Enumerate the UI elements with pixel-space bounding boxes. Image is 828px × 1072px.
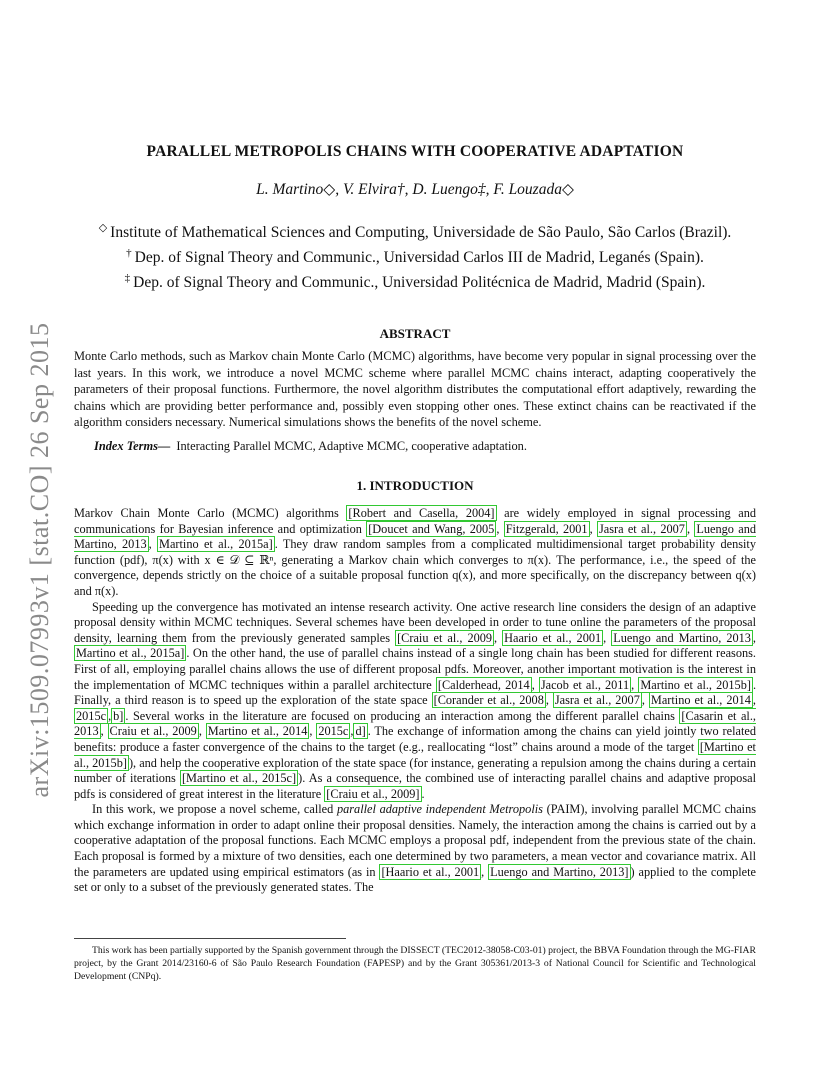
affiliations	[74, 218, 756, 293]
text-run: ,	[752, 693, 756, 708]
text-run: . The exchange of information among the chains can yield jointly two related benefits: produce a faster convergence of the chains to the target (e.g., reallocating “lost” chains around a mode of the target	[74, 724, 756, 754]
text-run: Markov Chain Monte Carlo (MCMC) algorithms	[74, 506, 347, 520]
citation-link[interactable]: [Corander et al., 2008	[433, 693, 544, 708]
text-run: Speeding up the convergence has motivated an intense research activity. One active research line considers the design of an adaptive proposal density within MCMC techniques. Several schemes have been developed in order to tune online the parameters of the proposal density, learning them from the previously generated samples	[74, 599, 756, 645]
text-run: ,	[545, 693, 553, 708]
text-run: ,	[494, 630, 503, 645]
citation-link[interactable]: Jacob et al., 2011	[540, 677, 630, 692]
citation-link[interactable]: d]	[355, 724, 366, 739]
text-run: (PAIM), involving parallel MCMC chains which exchange information in order to adapt online their proposal densities. Namely, the interaction among the chains is carried out by a cooperative adaptation of the proposal functions. Each MCMC employs a proposal pdf, independent from the previous state of the chain. Each proposal is formed by a mixture of two densities, each one determined by two parameters, a mean vector and covariance matrix. All the parameters are updated using empirical estimators (as in	[74, 802, 757, 879]
footnote-rule	[74, 938, 346, 939]
abstract-text: Monte Carlo methods, such as Markov chain Monte Carlo (MCMC) algorithms, have become very popular in signal processing over the last years. In this work, we introduce a novel MCMC scheme where parallel MCMC chains interact, adapting cooperatively the parameters of their proposal functions. Furthermore, the novel algorithm distributes the computational effort adaptively, rewarding the chains which are providing better performance and, possibly even stopping other ones. These extinct chains can be reactivated if the algorithm considers necessary. Numerical simulations shows the benefits of the novel scheme.	[74, 349, 756, 429]
text-run: ,	[198, 724, 206, 739]
text-run: ), and help the cooperative exploration of the state space (for instance, generating a repulsion among the chains during a certain number of iterations	[74, 755, 757, 786]
index-terms-label: Index Terms—	[94, 439, 171, 453]
text-run: ,	[148, 537, 158, 552]
section-heading: 1. INTRODUCTION	[356, 478, 474, 493]
citation-link[interactable]: 2015c	[76, 708, 107, 723]
introduction-body	[74, 506, 756, 896]
citation-link[interactable]: Martino et al., 2014	[650, 693, 751, 708]
text-run: . On the other hand, the use of parallel chains instead of a single long chain has been studied for different reasons. First of all, employing parallel chains allows the use of different proposal pdfs. Moreover, another important motivation is the interest in the implementation of MCMC techniques within a parallel architecture	[74, 646, 757, 692]
citation-link[interactable]: Luengo and Martino, 2013	[613, 630, 751, 645]
body-paragraph	[74, 802, 756, 896]
footnote	[74, 944, 756, 983]
text-run: ,	[350, 724, 354, 739]
citation-link[interactable]: b]	[113, 708, 124, 723]
affiliation-text: Dep. of Signal Theory and Communic., Universidad Carlos III de Madrid, Leganés (Spain).	[134, 249, 704, 267]
citation-link[interactable]: Luengo and Martino, 2013]	[490, 864, 629, 879]
affiliation-mark: †	[126, 247, 132, 260]
citation-link[interactable]: [Martino et al., 2015c]	[181, 771, 297, 786]
text-run: . Finally, a third reason is to speed up the exploration of the state space	[74, 677, 757, 708]
index-terms	[94, 438, 756, 455]
body-paragraph	[74, 506, 756, 600]
citation-link[interactable]: Jasra et al., 2007	[598, 521, 685, 536]
citation-link[interactable]: [Martino et al., 2015b]	[74, 739, 756, 770]
text-run: ,	[631, 677, 639, 692]
affiliation-mark: ‡	[124, 272, 131, 285]
citation-link[interactable]: Fitzgerald, 2001	[505, 521, 588, 536]
arxiv-identifier: arXiv:1509.07993v1 [stat.CO] 26 Sep 2015	[25, 322, 54, 798]
text-run: ,	[309, 724, 317, 739]
citation-link[interactable]: [Craiu et al., 2009	[397, 630, 493, 645]
citation-link[interactable]: [Robert and Casella, 2004]	[348, 506, 495, 520]
text-run: ,	[589, 521, 597, 536]
text-run: ,	[481, 864, 489, 879]
index-terms-text: Interacting Parallel MCMC, Adaptive MCMC, cooperative adaptation.	[176, 439, 527, 453]
text-run: . They draw random samples from a complicated multidimensional target probability density function (pdf), π(x) with x ∈ 𝒟 ⊆ ℝⁿ, generating a Markov chain which converges to π(x). The performance, i.e., the speed of the convergence, depends strictly on the choice of a suitable proposal function q(x), and more specifically, on the discrepancy between q(x) and π(x).	[74, 537, 756, 598]
paper-title: PARALLEL METROPOLIS CHAINS WITH COOPERATIVE ADAPTATION	[146, 143, 684, 160]
text-run: ,	[531, 677, 539, 692]
citation-link[interactable]: [Calderhead, 2014	[437, 677, 530, 692]
citation-link[interactable]: Martino et al., 2015b]	[640, 677, 751, 692]
citation-link[interactable]: Martino et al., 2014	[207, 724, 308, 739]
text-run: ,	[108, 708, 112, 723]
text-run: ,	[100, 724, 108, 739]
text-run: are widely employed in signal processing and communications for Bayesian inference and optimization	[74, 506, 756, 536]
citation-link[interactable]: [Doucet and Wang, 2005	[368, 521, 495, 536]
text-run: ,	[496, 521, 504, 536]
footnote-text: This work has been partially supported by the Spanish government through the DISSECT (TEC2012-38058-C03-01) project, the BBVA Foundation through the MG-FIAR project, by the Grant 2014/23160-6 of São Paulo Research Foundation (FAPESP) and by the Grant 305361/2013-3 of National Council for Scientific and Technological Development (CNPq).	[74, 945, 756, 982]
citation-link[interactable]: Martino et al., 2015a]	[76, 646, 185, 661]
affiliation-line	[74, 243, 756, 268]
text-run: ,	[641, 693, 649, 708]
text-run: ,	[686, 521, 695, 536]
affiliation-line	[74, 268, 756, 293]
text-run: .	[421, 786, 425, 801]
citation-link[interactable]: Haario et al., 2001	[504, 630, 602, 645]
citation-link[interactable]: Craiu et al., 2009	[109, 724, 197, 739]
affiliation-text: Institute of Mathematical Sciences and Computing, Universidade de São Paulo, São Carlos (Brazil).	[110, 224, 732, 242]
text-run: ,	[603, 630, 612, 645]
text-run: ,	[752, 630, 756, 645]
citation-link[interactable]: [Casarin et al., 2013	[74, 708, 756, 739]
text-run: . Several works in the literature are focused on producing an interaction among the different parallel chains	[125, 708, 680, 723]
author-list: L. Martino◇, V. Elvira†, D. Luengo‡, F. Louzada◇	[256, 181, 574, 198]
text-run: In this work, we propose a novel scheme, called	[92, 802, 337, 817]
citation-link[interactable]: [Craiu et al., 2009]	[326, 786, 420, 801]
emphasized-text: parallel adaptive independent Metropolis	[336, 802, 543, 817]
text-run: ) applied to the complete set or only to a subset of the previously generated states. The	[74, 864, 757, 895]
citation-link[interactable]: 2015c	[318, 724, 349, 739]
citation-link[interactable]: Luengo and Martino, 2013	[74, 521, 756, 552]
citation-link[interactable]: [Haario et al., 2001	[381, 864, 480, 879]
body-paragraph	[74, 600, 756, 803]
affiliation-text: Dep. of Signal Theory and Communic., Universidad Politécnica de Madrid, Madrid (Spain).	[133, 274, 706, 292]
text-run: ). As a consequence, the combined use of interacting parallel chains and adaptive proposal pdfs is considered of great interest in the literature	[74, 771, 756, 801]
affiliation-mark: ◇	[98, 222, 108, 234]
citation-link[interactable]: Jasra et al., 2007	[554, 693, 640, 708]
affiliation-line	[74, 218, 756, 243]
abstract-heading: ABSTRACT	[379, 326, 451, 341]
citation-link[interactable]: Martino et al., 2015a]	[159, 537, 273, 552]
